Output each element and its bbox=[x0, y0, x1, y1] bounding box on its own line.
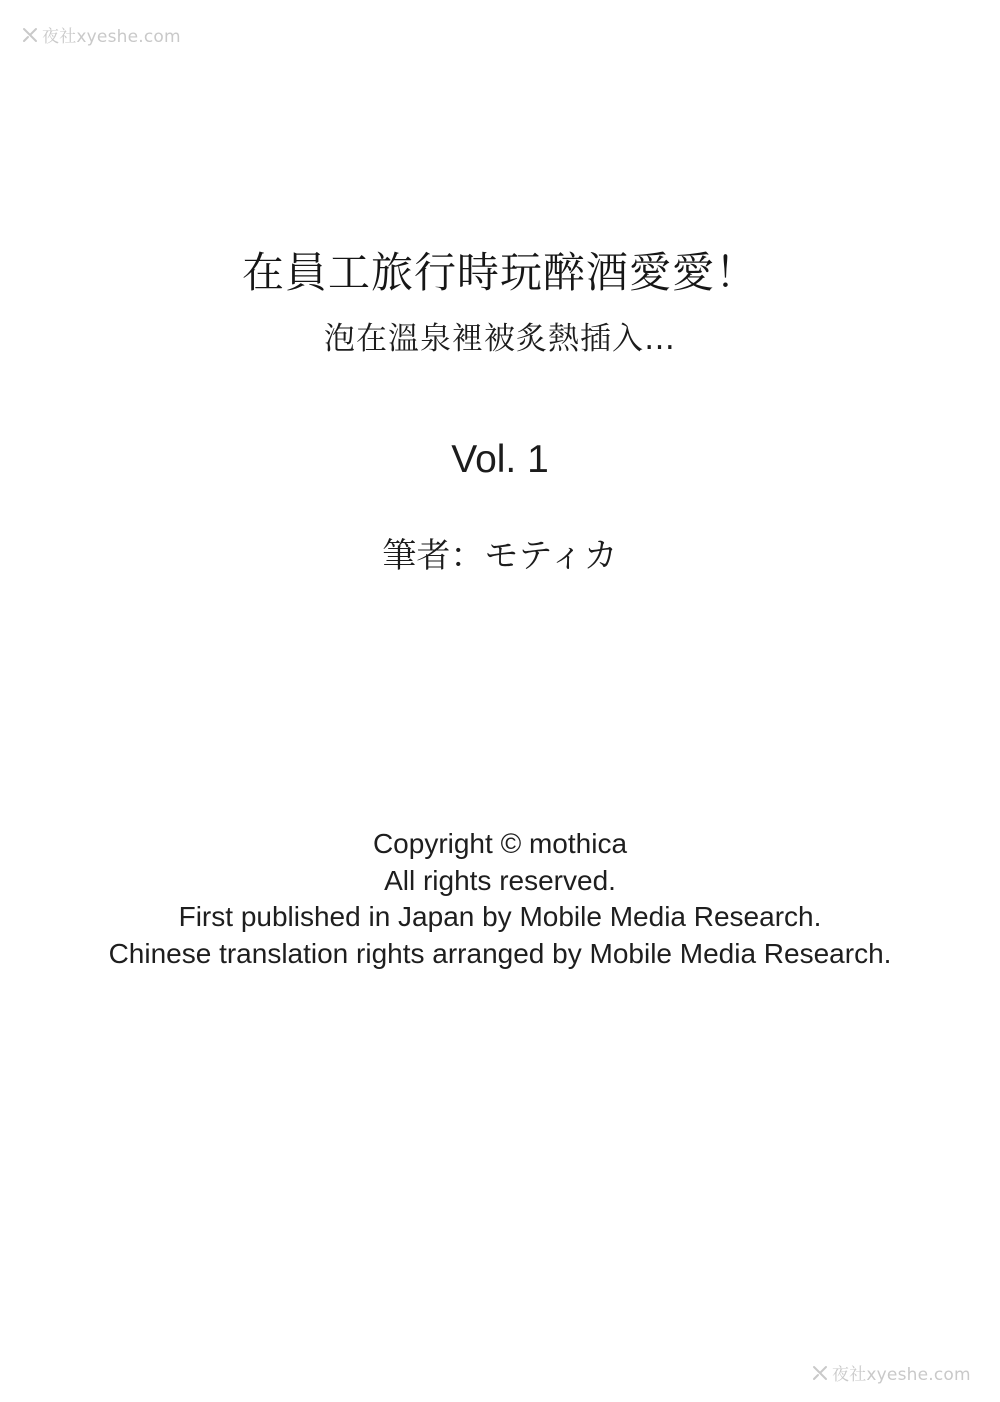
watermark-text: 夜社xyeshe.com bbox=[42, 27, 181, 47]
copyright-line: Copyright © mothica bbox=[372, 828, 628, 859]
author-credit: 筆者：モティカ bbox=[382, 536, 618, 576]
volume-label: Vol. 1 bbox=[451, 438, 549, 481]
x-logo-icon bbox=[22, 27, 38, 43]
copyright-line: All rights reserved. bbox=[384, 864, 616, 896]
copyright-notice bbox=[0, 826, 1000, 972]
book-title: 在員工旅行時玩醉酒愛愛！ bbox=[241, 248, 758, 297]
book-subtitle: 泡在溫泉裡被炙熱插入… bbox=[324, 321, 676, 357]
x-logo-icon bbox=[812, 1365, 828, 1381]
watermark-top bbox=[22, 22, 181, 47]
copyright-line: Chinese translation rights arranged by Mobile Media Research. bbox=[108, 937, 892, 969]
watermark-bottom bbox=[812, 1360, 971, 1385]
copyright-line: First published in Japan by Mobile Media Research. bbox=[178, 901, 822, 932]
watermark-text: 夜社xyeshe.com bbox=[832, 1365, 971, 1385]
